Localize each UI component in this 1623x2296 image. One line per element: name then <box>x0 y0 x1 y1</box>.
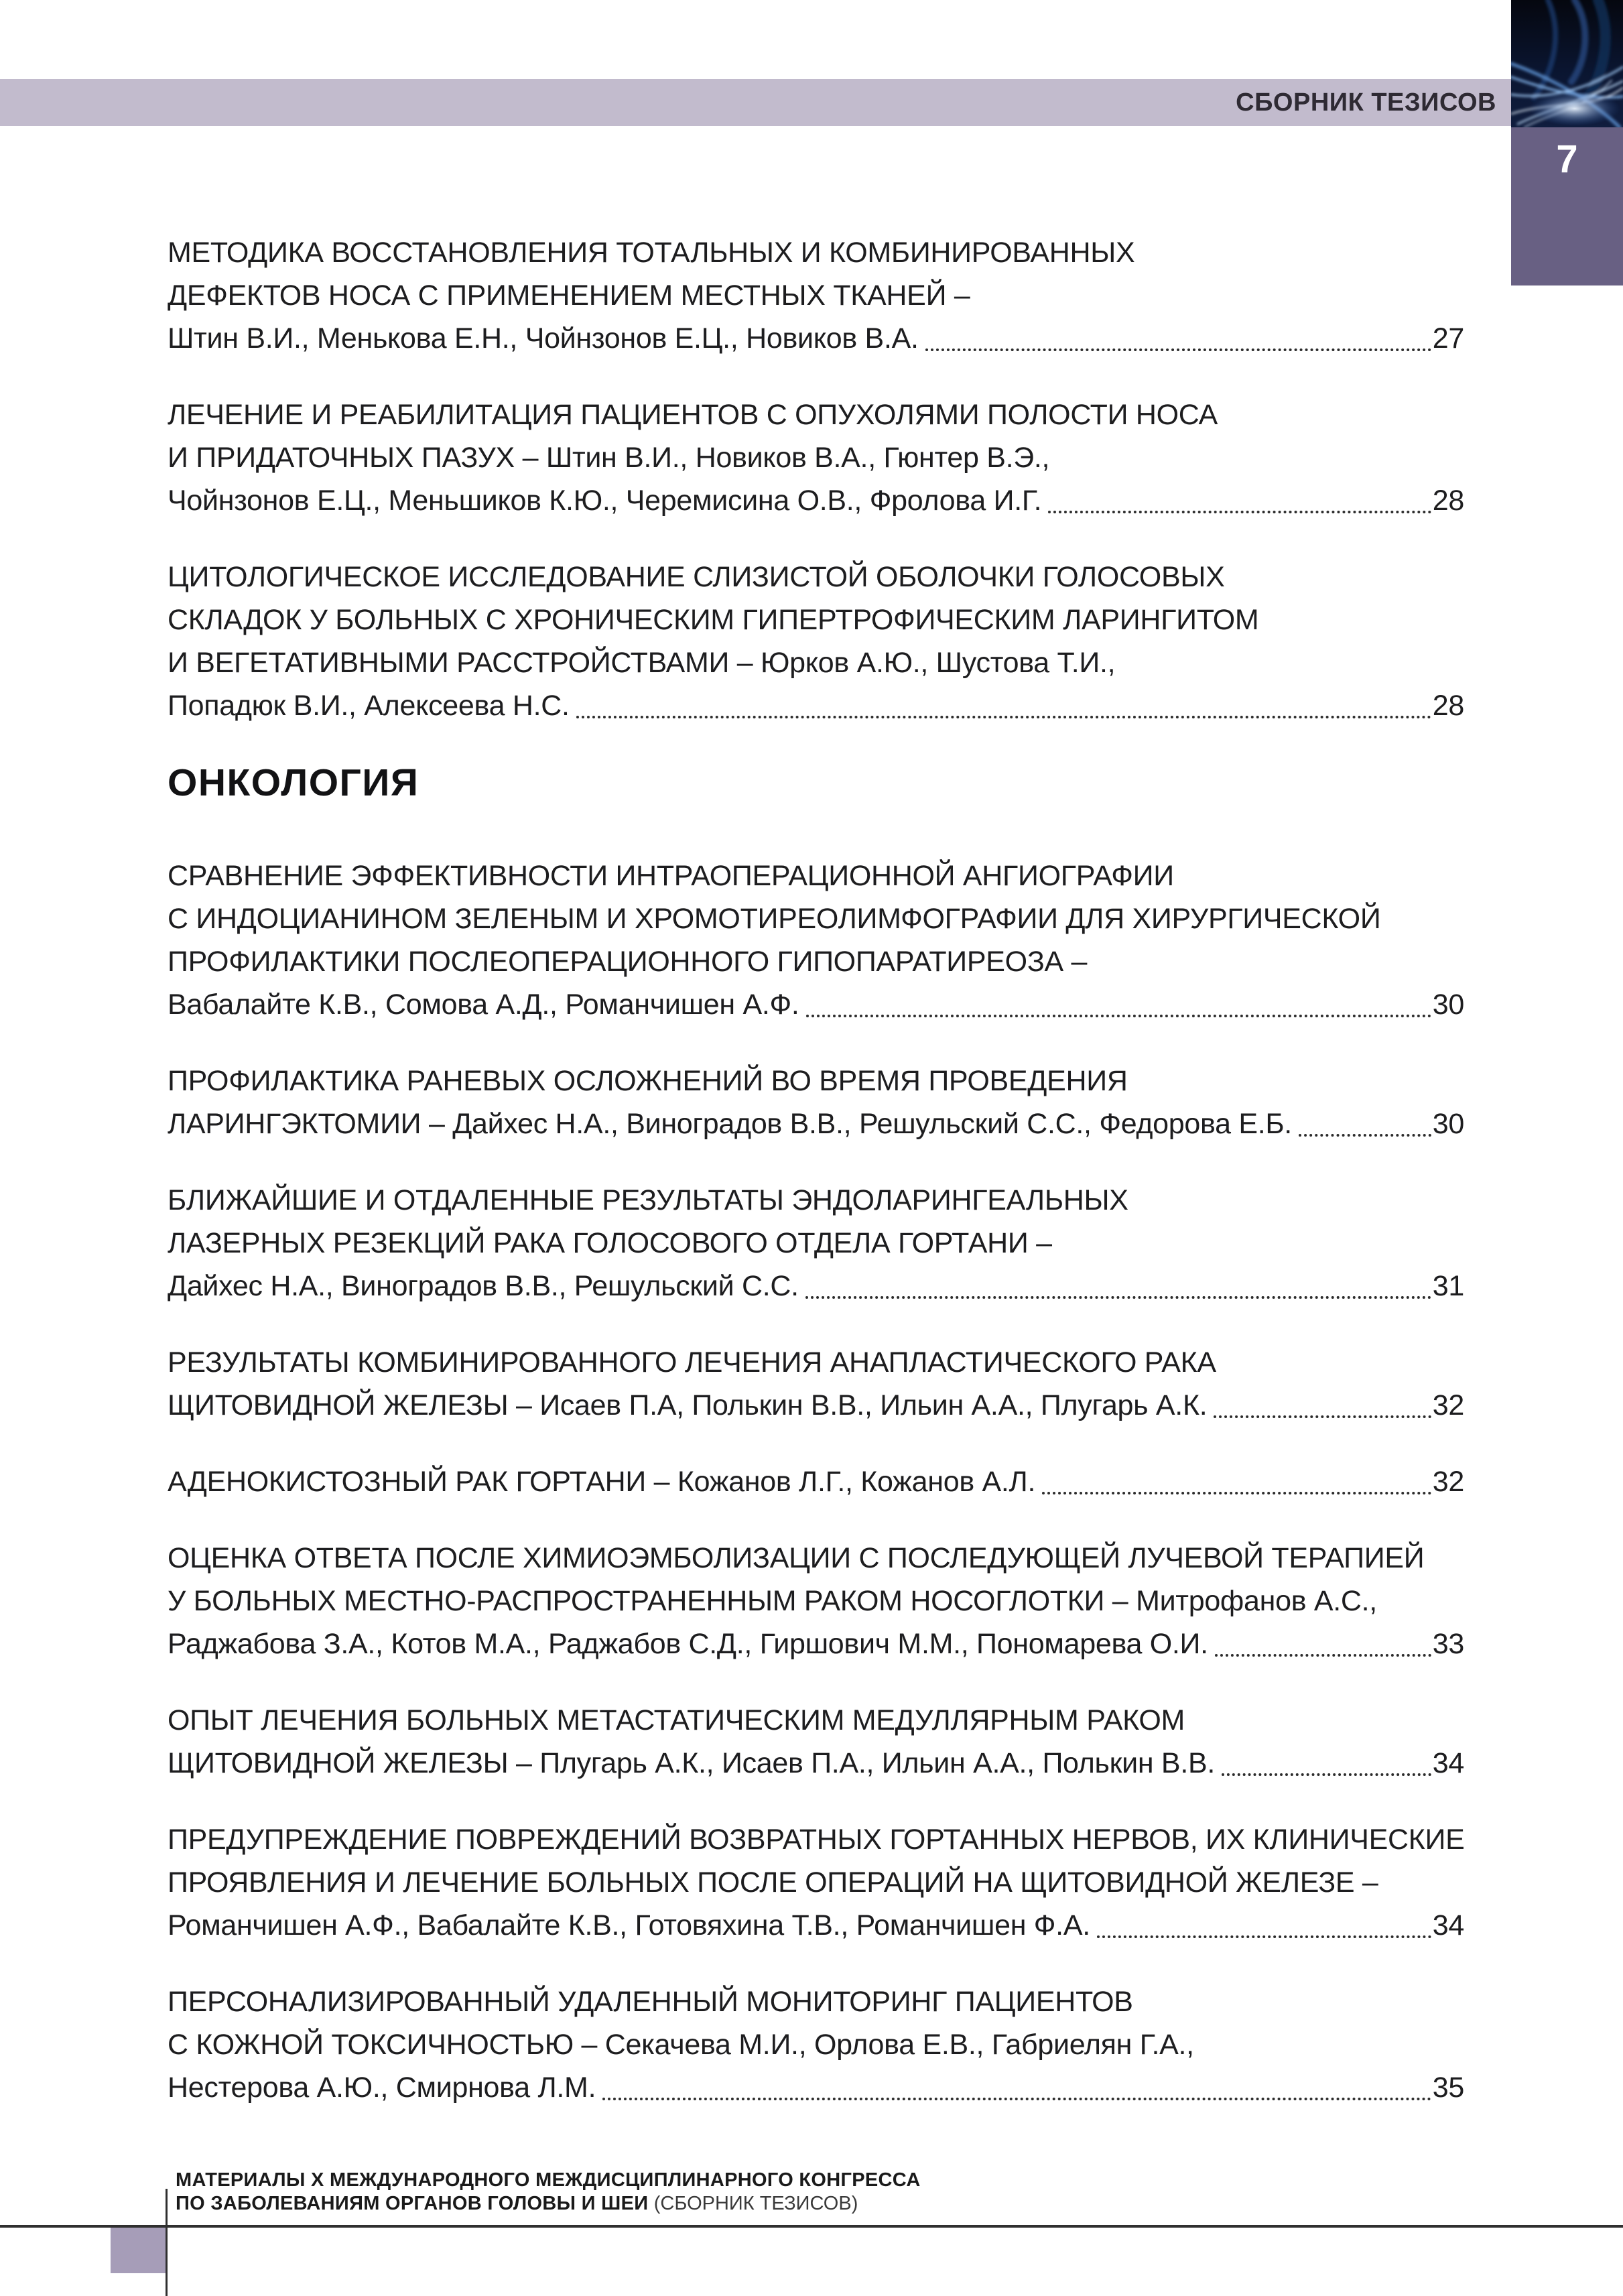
toc-entry-authors: Штин В.И., Менькова Е.Н., Чойнзонов Е.Ц., Новиков В.А. <box>168 322 919 355</box>
header-bar-title: СБОРНИК ТЕЗИСОВ <box>1236 88 1496 117</box>
page-number: 7 <box>1556 137 1578 181</box>
toc-entry-page-number: 35 <box>1432 2071 1464 2104</box>
toc-entry-page-number: 28 <box>1432 485 1464 517</box>
footer-line-1: МАТЕРИАЛЫ X МЕЖДУНАРОДНОГО МЕЖДИСЦИПЛИНАРНОГО КОНГРЕССА <box>176 2169 921 2191</box>
toc-entry-title-line: И ПРИДАТОЧНЫХ ПАЗУХ – Штин В.И., Новиков В.А., Гюнтер В.Э., <box>168 442 1050 474</box>
toc-entry-title-line: ПРОФИЛАКТИКИ ПОСЛЕОПЕРАЦИОННОГО ГИПОПАРАТИРЕОЗА – <box>168 946 1088 978</box>
toc-entry-title-line: С КОЖНОЙ ТОКСИЧНОСТЬЮ – Секачева М.И., Орлова Е.В., Габриелян Г.А., <box>168 2029 1194 2061</box>
dot-leader <box>1222 1773 1431 1776</box>
toc-entry <box>168 1980 1464 2109</box>
toc-entry-last-line <box>168 1904 1464 1947</box>
header-bar <box>0 79 1511 126</box>
footer-purple-square <box>111 2228 166 2273</box>
footer-line-2-bold: ПО ЗАБОЛЕВАНИЯМ ОРГАНОВ ГОЛОВЫ И ШЕИ <box>176 2193 649 2214</box>
toc-entry <box>168 1818 1464 1947</box>
abstract-smoke-art-icon <box>1511 0 1623 127</box>
toc-entry-last-line <box>168 1460 1464 1503</box>
toc-entry-last-line <box>168 2066 1464 2109</box>
toc-entry <box>168 1460 1464 1503</box>
toc-entry-title-line: РЕЗУЛЬТАТЫ КОМБИНИРОВАННОГО ЛЕЧЕНИЯ АНАПЛАСТИЧЕСКОГО РАКА <box>168 1346 1216 1379</box>
toc-entry-title-line: БЛИЖАЙШИЕ И ОТДАЛЕННЫЕ РЕЗУЛЬТАТЫ ЭНДОЛАРИНГЕАЛЬНЫХ <box>168 1184 1128 1216</box>
toc-entry-title-line: СРАВНЕНИЕ ЭФФЕКТИВНОСТИ ИНТРАОПЕРАЦИОННОЙ АНГИОГРАФИИ <box>168 860 1174 892</box>
toc-entry-page-number: 27 <box>1432 322 1464 355</box>
toc-entry <box>168 1699 1464 1785</box>
toc-entry-page-number: 33 <box>1432 1628 1464 1660</box>
toc-entry-authors: Нестерова А.Ю., Смирнова Л.М. <box>168 2071 596 2104</box>
dot-leader <box>1299 1134 1431 1137</box>
dot-leader <box>805 1296 1431 1299</box>
toc-entry-last-line <box>168 479 1464 522</box>
toc-entry-authors: Попадюк В.И., Алексеева Н.С. <box>168 690 570 722</box>
toc-entry-last-line <box>168 983 1464 1026</box>
footer-horizontal-rule <box>0 2225 1623 2228</box>
toc-entry-title-line: ПРОЯВЛЕНИЯ И ЛЕЧЕНИЕ БОЛЬНЫХ ПОСЛЕ ОПЕРАЦИЙ НА ЩИТОВИДНОЙ ЖЕЛЕЗЕ – <box>168 1866 1378 1899</box>
toc-entry-authors: ЩИТОВИДНОЙ ЖЕЛЕЗЫ – Исаев П.А, Полькин В.В., Ильин А.А., Плугарь А.К. <box>168 1389 1208 1421</box>
toc-entry-authors: Вабалайте К.В., Сомова А.Д., Романчишен А.Ф. <box>168 988 799 1021</box>
dot-leader <box>806 1015 1431 1017</box>
toc-entry-title-line: ОПЫТ ЛЕЧЕНИЯ БОЛЬНЫХ МЕТАСТАТИЧЕСКИМ МЕДУЛЛЯРНЫМ РАКОМ <box>168 1704 1185 1736</box>
toc-entry-last-line <box>168 1384 1464 1427</box>
dot-leader <box>1215 1654 1431 1657</box>
toc-entry-authors: ЛАРИНГЭКТОМИИ – Дайхес Н.А., Виноградов В.В., Решульский С.С., Федорова Е.Б. <box>168 1108 1292 1140</box>
toc-entry <box>168 1341 1464 1427</box>
toc-entry-title-line: У БОЛЬНЫХ МЕСТНО-РАСПРОСТРАНЕННЫМ РАКОМ НОСОГЛОТКИ – Митрофанов А.С., <box>168 1585 1377 1617</box>
toc-entry-authors: Раджабова З.А., Котов М.А., Раджабов С.Д., Гиршович М.М., Пономарева О.И. <box>168 1628 1208 1660</box>
dot-leader <box>602 2098 1431 2100</box>
toc-entry-authors: Романчишен А.Ф., Вабалайте К.В., Готовяхина Т.В., Романчишен Ф.А. <box>168 1909 1090 1941</box>
toc-entry-title-line: ПЕРСОНАЛИЗИРОВАННЫЙ УДАЛЕННЫЙ МОНИТОРИНГ ПАЦИЕНТОВ <box>168 1986 1133 2018</box>
toc-entry-title-line: ЛЕЧЕНИЕ И РЕАБИЛИТАЦИЯ ПАЦИЕНТОВ С ОПУХОЛЯМИ ПОЛОСТИ НОСА <box>168 399 1218 431</box>
footer-vertical-rule <box>166 2189 168 2296</box>
toc-entry-last-line <box>168 1265 1464 1308</box>
toc-entry-page-number: 30 <box>1432 988 1464 1021</box>
toc-entry-title-line: ЛАЗЕРНЫХ РЕЗЕКЦИЙ РАКА ГОЛОСОВОГО ОТДЕЛА ГОРТАНИ – <box>168 1227 1052 1259</box>
decorative-corner-image <box>1511 0 1623 127</box>
toc-entry-last-line <box>168 684 1464 727</box>
toc-entry-title-line: ОЦЕНКА ОТВЕТА ПОСЛЕ ХИМИОЭМБОЛИЗАЦИИ С ПОСЛЕДУЮЩЕЙ ЛУЧЕВОЙ ТЕРАПИЕЙ <box>168 1542 1425 1574</box>
toc-entry-title-line: И ВЕГЕТАТИВНЫМИ РАССТРОЙСТВАМИ – Юрков А.Ю., Шустова Т.И., <box>168 647 1116 679</box>
toc-entry-title-line: С ИНДОЦИАНИНОМ ЗЕЛЕНЫМ И ХРОМОТИРЕОЛИМФОГРАФИИ ДЛЯ ХИРУРГИЧЕСКОЙ <box>168 903 1381 935</box>
toc-entry <box>168 1060 1464 1145</box>
toc-entry-page-number: 34 <box>1432 1747 1464 1779</box>
toc-section-heading: ОНКОЛОГИЯ <box>168 761 419 804</box>
footer-line-2 <box>176 2192 921 2216</box>
dot-leader <box>576 716 1431 718</box>
toc-entry-last-line <box>168 1742 1464 1785</box>
dot-leader <box>1042 1492 1431 1494</box>
toc-entry-page-number: 32 <box>1432 1389 1464 1421</box>
toc-entry-page-number: 32 <box>1432 1466 1464 1498</box>
dot-leader <box>1048 511 1431 513</box>
toc-entry-page-number: 30 <box>1432 1108 1464 1140</box>
dot-leader <box>1097 1935 1431 1938</box>
toc-entry-authors: АДЕНОКИСТОЗНЫЙ РАК ГОРТАНИ – Кожанов Л.Г., Кожанов А.Л. <box>168 1466 1036 1498</box>
toc-entry-title-line: СКЛАДОК У БОЛЬНЫХ С ХРОНИЧЕСКИМ ГИПЕРТРОФИЧЕСКИМ ЛАРИНГИТОМ <box>168 604 1259 636</box>
footer-line-2-light: (СБОРНИК ТЕЗИСОВ) <box>653 2193 858 2214</box>
dot-leader <box>925 348 1431 351</box>
toc-entry <box>168 393 1464 522</box>
toc-entry <box>168 231 1464 360</box>
toc-entry-authors: ЩИТОВИДНОЙ ЖЕЛЕЗЫ – Плугарь А.К., Исаев П.А., Ильин А.А., Полькин В.В. <box>168 1747 1215 1779</box>
toc-entry-page-number: 28 <box>1432 690 1464 722</box>
toc-entry-page-number: 31 <box>1432 1270 1464 1302</box>
dot-leader <box>1214 1415 1431 1418</box>
toc-entry-last-line <box>168 1622 1464 1665</box>
toc-entry-authors: Дайхес Н.А., Виноградов В.В., Решульский С.С. <box>168 1270 799 1302</box>
toc-entry-last-line <box>168 1102 1464 1145</box>
footer <box>176 2169 921 2216</box>
toc-entry-authors: Чойнзонов Е.Ц., Меньшиков К.Ю., Черемисина О.В., Фролова И.Г. <box>168 485 1042 517</box>
toc-entry-last-line <box>168 317 1464 360</box>
toc-entry-title-line: ЦИТОЛОГИЧЕСКОЕ ИССЛЕДОВАНИЕ СЛИЗИСТОЙ ОБОЛОЧКИ ГОЛОСОВЫХ <box>168 561 1225 593</box>
table-of-contents <box>168 231 1464 2143</box>
toc-entry-title-line: МЕТОДИКА ВОССТАНОВЛЕНИЯ ТОТАЛЬНЫХ И КОМБИНИРОВАННЫХ <box>168 237 1135 269</box>
toc-entry <box>168 1179 1464 1308</box>
toc-entry-title-line: ПРОФИЛАКТИКА РАНЕВЫХ ОСЛОЖНЕНИЙ ВО ВРЕМЯ ПРОВЕДЕНИЯ <box>168 1065 1128 1097</box>
toc-entry <box>168 556 1464 727</box>
toc-entry-title-line: ДЕФЕКТОВ НОСА С ПРИМЕНЕНИЕМ МЕСТНЫХ ТКАНЕЙ – <box>168 279 970 312</box>
toc-entry-title-line: ПРЕДУПРЕЖДЕНИЕ ПОВРЕЖДЕНИЙ ВОЗВРАТНЫХ ГОРТАННЫХ НЕРВОВ, ИХ КЛИНИЧЕСКИЕ <box>168 1824 1465 1856</box>
toc-entry <box>168 854 1464 1026</box>
page-number-box <box>1511 127 1623 285</box>
toc-entry <box>168 1537 1464 1665</box>
toc-entry-page-number: 34 <box>1432 1909 1464 1941</box>
